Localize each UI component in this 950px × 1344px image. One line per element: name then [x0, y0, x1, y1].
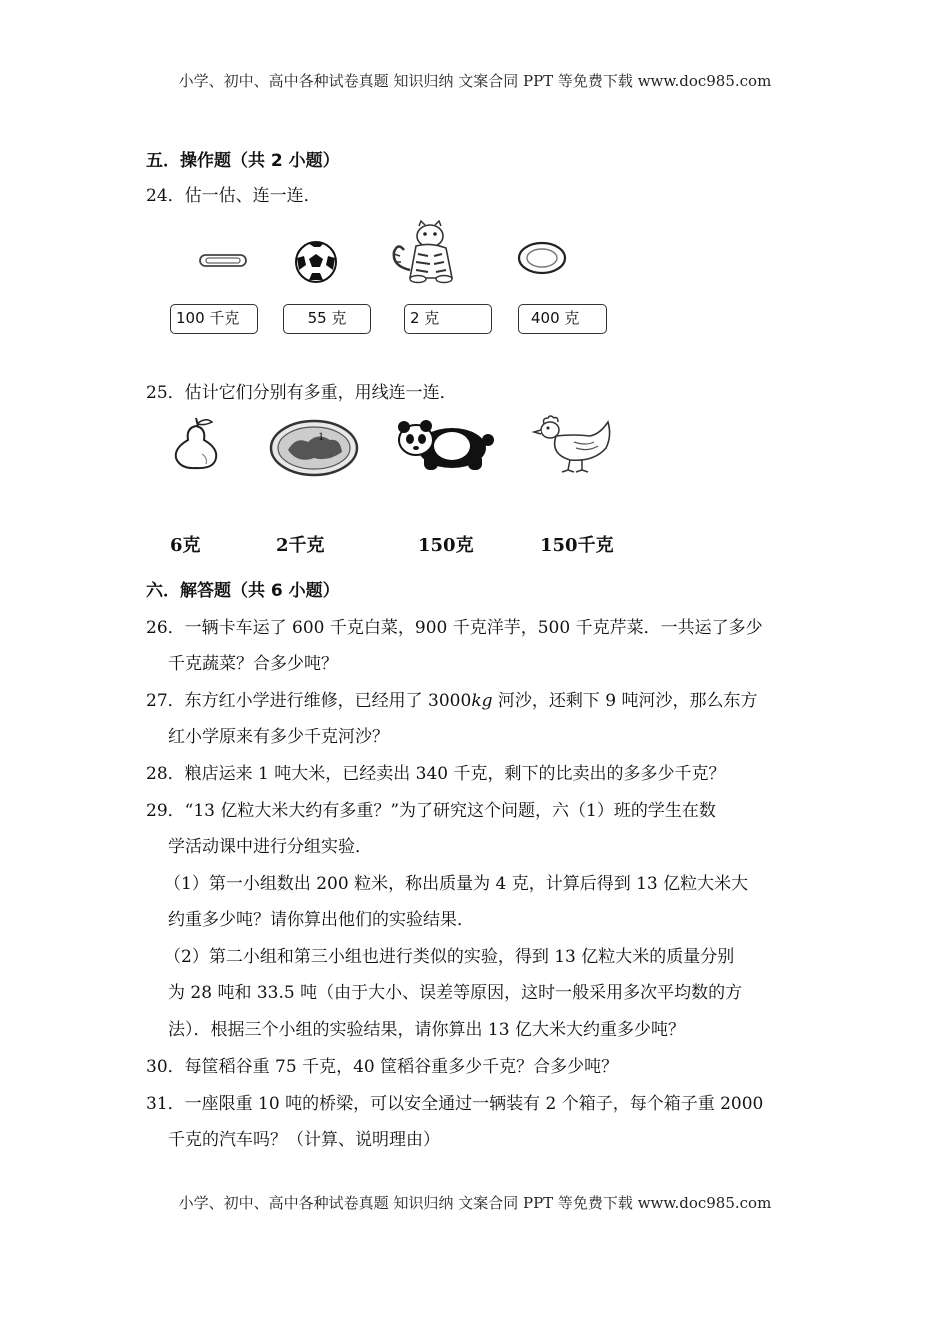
weight-label: 150克 — [418, 535, 474, 556]
weight-option-box[interactable]: 100 千克 — [170, 304, 258, 334]
coin-icon — [268, 418, 360, 478]
question-29-line: 约重多少吨？请你算出他们的实验结果． — [168, 910, 474, 930]
question-25-stem: 25．估计它们分别有多重，用线连一连． — [146, 383, 457, 403]
question-26-line: 26．一辆卡车运了 600 千克白菜，900 千克洋芋，500 千克芹菜．一共运了多少 — [146, 618, 763, 638]
question-27-line: 红小学原来有多少千克河沙？ — [168, 727, 389, 747]
weight-label: 150千克 — [540, 535, 614, 556]
weight-label: 6克 — [170, 535, 201, 556]
weight-option-box[interactable]: 2 克 — [404, 304, 492, 334]
question-29-line: （1）第一小组数出 200 粒米，称出质量为 4 克，计算后得到 13 亿粒大米大 — [164, 874, 749, 894]
question-29-line: 为 28 吨和 33.5 吨（由于大小、误差等原因，这时一般采用多次平均数的方 — [168, 983, 743, 1003]
section-title-answer: 六．解答题（共 6 小题） — [146, 581, 340, 601]
question-30-line: 30．每筐稻谷重 75 千克，40 筐稻谷重多少千克？合多少吨？ — [146, 1057, 619, 1077]
question-29-line: 29．“13 亿粒大米大约有多重？”为了研究这个问题，六（1）班的学生在数 — [146, 801, 716, 821]
question-26-line: 千克蔬菜？合多少吨？ — [168, 654, 338, 674]
plate-icon — [516, 240, 568, 276]
weight-label: 2千克 — [276, 535, 325, 556]
unit-kg: kg — [471, 691, 493, 711]
question-29-line: 法）．根据三个小组的实验结果，请你算出 13 亿大米大约重多少吨？ — [168, 1020, 685, 1040]
question-31-line: 31．一座限重 10 吨的桥梁，可以安全通过一辆装有 2 个箱子，每个箱子重 2000 — [146, 1094, 764, 1114]
pear-icon — [168, 414, 224, 472]
question-31-line: 千克的汽车吗？（计算、说明理由） — [168, 1130, 440, 1150]
svg-text:1: 1 — [318, 429, 324, 443]
paperclip-icon — [196, 250, 252, 272]
question-28-line: 28．粮店运来 1 吨大米，已经卖出 340 千克，剩下的比卖出的多多少千克？ — [146, 764, 726, 784]
panda-icon — [396, 418, 496, 474]
weight-option-box[interactable]: 55 克 — [283, 304, 371, 334]
page-header: 小学、初中、高中各种试卷真题 知识归纳 文案合同 PPT 等免费下载 www.doc985.com — [178, 72, 772, 90]
question-27-line — [146, 686, 758, 711]
question-29-line: （2）第二小组和第三小组也进行类似的实验，得到 13 亿粒大米的质量分别 — [164, 947, 735, 967]
page-footer: 小学、初中、高中各种试卷真题 知识归纳 文案合同 PPT 等免费下载 www.doc985.com — [178, 1194, 772, 1212]
question-27-text: 27．东方红小学进行维修，已经用了 3000 — [146, 691, 472, 711]
question-29-line: 学活动课中进行分组实验． — [168, 837, 372, 857]
section-title-operation: 五．操作题（共 2 小题） — [146, 151, 340, 171]
weight-option-box[interactable]: 400 克 — [518, 304, 607, 334]
hen-icon — [530, 414, 616, 474]
tiger-icon — [386, 220, 466, 284]
question-24-stem: 24．估一估、连一连． — [146, 186, 321, 206]
soccer-ball-icon — [294, 240, 338, 284]
question-27-text: 河沙，还剩下 9 吨河沙，那么东方 — [492, 691, 758, 711]
